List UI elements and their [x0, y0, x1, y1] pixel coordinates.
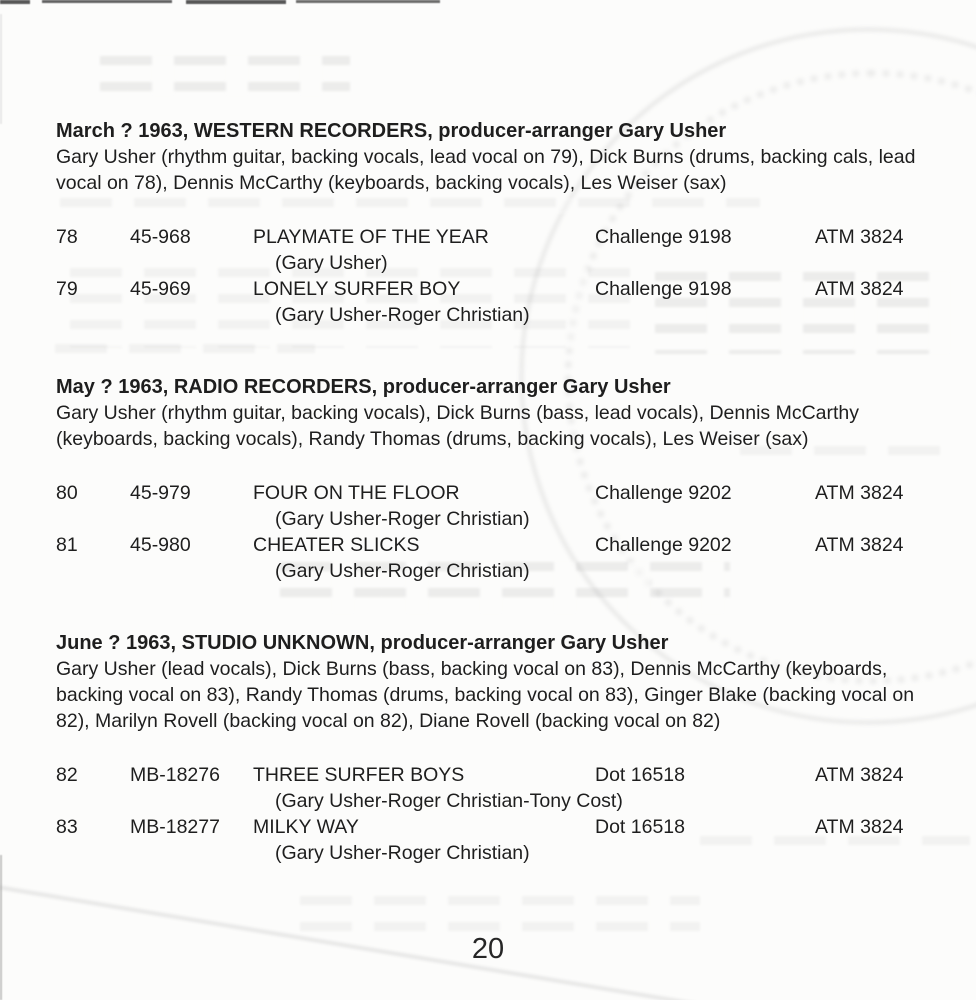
scan-artifact-top-edge: [0, 0, 30, 4]
release-label: Challenge 9198: [595, 278, 732, 300]
track-row: [56, 480, 940, 506]
release-label: Challenge 9202: [595, 482, 732, 504]
session-heading: March ? 1963, WESTERN RECORDERS, producer-arranger Gary Usher: [56, 120, 727, 142]
track-number: 79: [56, 278, 78, 300]
track-title: LONELY SURFER BOY: [253, 278, 461, 300]
composer-credit: (Gary Usher-Roger Christian): [275, 560, 530, 582]
release-label: Challenge 9198: [595, 226, 732, 248]
track-number: 80: [56, 482, 78, 504]
track-row: [56, 532, 940, 558]
matrix-number: 45-980: [130, 534, 191, 556]
session-heading: June ? 1963, STUDIO UNKNOWN, producer-arranger Gary Usher: [56, 632, 669, 654]
track-row: [56, 224, 940, 250]
scan-artifact-left-edge: [0, 14, 2, 124]
composer-credit: (Gary Usher): [275, 252, 388, 274]
track-number: 83: [56, 816, 78, 838]
matrix-number: 45-968: [130, 226, 191, 248]
track-list: [56, 224, 940, 328]
compilation-number: ATM 3824: [815, 482, 904, 504]
session-personnel: Gary Usher (rhythm guitar, backing vocals), Dick Burns (bass, lead vocals), Dennis McCarthy (keyboards, backing vocals), Randy Thomas (drums, backing vocals), Les Weiser (sax): [56, 402, 860, 450]
scan-artifact-top-edge: [42, 0, 172, 3]
track-title: THREE SURFER BOYS: [253, 764, 465, 786]
compilation-number: ATM 3824: [815, 278, 904, 300]
bleed-through-text: [100, 56, 350, 96]
compilation-number: ATM 3824: [815, 226, 904, 248]
composer-credit: (Gary Usher-Roger Christian): [275, 842, 530, 864]
track-number: 78: [56, 226, 78, 248]
track-number: 82: [56, 764, 78, 786]
page-number: 20: [471, 933, 505, 965]
session-block-june-1963: [56, 630, 940, 866]
session-block-may-1963: [56, 374, 940, 584]
compilation-number: ATM 3824: [815, 534, 904, 556]
session-block-march-1963: [56, 118, 940, 328]
session-heading: May ? 1963, RADIO RECORDERS, producer-arranger Gary Usher: [56, 376, 671, 398]
scan-artifact-top-edge: [186, 0, 286, 4]
sessionography-content: [56, 118, 940, 912]
track-list: [56, 480, 940, 584]
track-row: [56, 762, 940, 788]
compilation-number: ATM 3824: [815, 764, 904, 786]
scan-artifact-left-edge: [0, 855, 2, 1000]
release-label: Dot 16518: [595, 764, 685, 786]
matrix-number: MB-18276: [130, 764, 220, 786]
composer-credit: (Gary Usher-Roger Christian-Tony Cost): [275, 790, 623, 812]
track-row: [56, 814, 940, 840]
track-list: [56, 762, 940, 866]
track-title: MILKY WAY: [253, 816, 359, 838]
session-personnel: Gary Usher (rhythm guitar, backing vocals, lead vocal on 79), Dick Burns (drums, backing cals, lead vocal on 78), Dennis McCarthy (keyboards, backing vocals), Les Weiser (sax): [56, 146, 916, 194]
matrix-number: MB-18277: [130, 816, 220, 838]
matrix-number: 45-979: [130, 482, 191, 504]
release-label: Dot 16518: [595, 816, 685, 838]
composer-credit: (Gary Usher-Roger Christian): [275, 508, 530, 530]
track-number: 81: [56, 534, 78, 556]
composer-credit: (Gary Usher-Roger Christian): [275, 304, 530, 326]
compilation-number: ATM 3824: [815, 816, 904, 838]
track-title: FOUR ON THE FLOOR: [253, 482, 460, 504]
matrix-number: 45-969: [130, 278, 191, 300]
track-title: PLAYMATE OF THE YEAR: [253, 226, 489, 248]
release-label: Challenge 9202: [595, 534, 732, 556]
track-title: CHEATER SLICKS: [253, 534, 420, 556]
track-row: [56, 276, 940, 302]
session-personnel: Gary Usher (lead vocals), Dick Burns (bass, backing vocal on 83), Dennis McCarthy (keyboards, backing vocal on 83), Randy Thomas (drums, backing vocal on 83), Ginger Blake (backing vocal on 82), Marilyn Rovell (backing vocal on 82), Diane Rovell (backing vocal on 82): [56, 658, 915, 732]
scan-artifact-top-edge: [296, 0, 440, 3]
